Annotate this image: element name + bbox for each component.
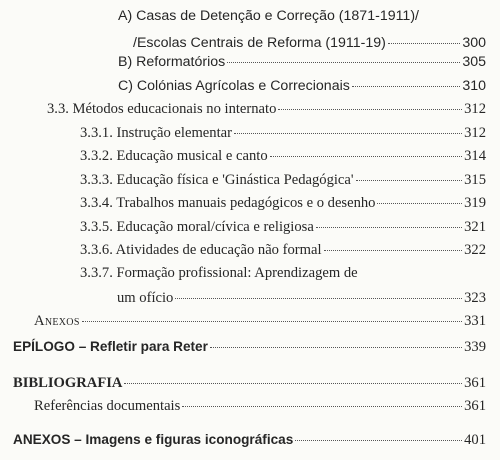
- leader-dots: [356, 180, 463, 181]
- toc-entry-bibliografia: [13, 374, 486, 392]
- toc-entry-page: 305: [462, 54, 486, 70]
- leader-dots: [295, 440, 462, 441]
- leader-dots: [175, 298, 462, 299]
- toc-entry-3-3-5: [80, 218, 486, 236]
- leader-dots: [234, 133, 462, 134]
- toc-entry-label: 3.3.2. Educação musical e canto: [80, 148, 268, 164]
- toc-entry-label: B) Reformatórios: [118, 54, 226, 70]
- toc-entry-label: 3.3.4. Trabalhos manuais pedagógicos e o desenho: [80, 195, 376, 211]
- toc-entry-label: EPÍLOGO – Refletir para Reter: [13, 339, 208, 354]
- toc-entry-page: 322: [464, 242, 486, 258]
- toc-entry-label: 3.3.6. Atividades de educação não formal: [80, 242, 322, 258]
- leader-dots: [377, 203, 462, 204]
- toc-entry-label: 3.3.1. Instrução elementar: [80, 125, 232, 141]
- toc-entry-page: 319: [464, 195, 486, 211]
- toc-entry-page: 339: [464, 339, 486, 355]
- leader-dots: [316, 227, 462, 228]
- toc-entry-label: /Escolas Centrais de Reforma (1911-19): [133, 35, 386, 51]
- leader-dots: [210, 347, 462, 348]
- toc-entry-page: 314: [464, 148, 486, 164]
- toc-entry-label: ANEXOS – Imagens e figuras iconográficas: [13, 432, 294, 447]
- leader-dots: [227, 62, 460, 63]
- toc-entry-3-3-7-line1: 3.3.7. Formação profissional: Aprendizagem de: [80, 265, 358, 281]
- toc-entry-metodos: [47, 100, 486, 118]
- toc-entry-page: 401: [464, 432, 486, 448]
- toc-entry-epilogo: [13, 338, 486, 356]
- toc-entry-3-3-7: [117, 289, 486, 307]
- toc-entry-reformatorios: [118, 53, 486, 71]
- toc-entry-page: 323: [464, 290, 486, 306]
- toc-entry-page: 361: [464, 375, 486, 391]
- toc-entry-page: 312: [464, 101, 486, 117]
- toc-entry-label: Referências documentais: [34, 398, 181, 414]
- toc-entry-anexos-imagens: [13, 431, 486, 449]
- toc-entry-label: Anexos: [34, 313, 80, 329]
- toc-entry-label: 3.3.5. Educação moral/cívica e religiosa: [80, 219, 314, 235]
- leader-dots: [388, 43, 460, 44]
- toc-entry-3-3-1: [80, 124, 486, 142]
- toc-entry-page: 321: [464, 219, 486, 235]
- toc-entry-referencias: [34, 397, 486, 415]
- leader-dots: [270, 156, 462, 157]
- toc-entry-label: 3.3. Métodos educacionais no internato: [47, 101, 277, 117]
- leader-dots: [278, 109, 462, 110]
- toc-entry-page: 361: [464, 398, 486, 414]
- toc-entry-label: um ofício: [117, 290, 174, 306]
- toc-entry-3-3-4: [80, 194, 486, 212]
- toc-entry-3-3-2: [80, 147, 486, 165]
- leader-dots: [182, 406, 462, 407]
- toc-entry-3-3-3: [80, 171, 486, 189]
- toc-entry-page: 312: [464, 125, 486, 141]
- toc-entry-casas-line1: A) Casas de Detenção e Correção (1871-1911)/: [118, 8, 419, 24]
- toc-entry-colonias: [118, 77, 486, 95]
- toc-entry-page: 300: [462, 35, 486, 51]
- toc-entry-page: 331: [464, 313, 486, 329]
- leader-dots: [352, 86, 461, 87]
- toc-entry-anexos: [34, 312, 486, 330]
- toc-entry-casas: [133, 34, 486, 52]
- toc-entry-page: 315: [464, 172, 486, 188]
- toc-entry-label: BIBLIOGRAFIA: [13, 375, 123, 391]
- leader-dots: [324, 250, 463, 251]
- toc-entry-label: C) Colónias Agrícolas e Correcionais: [118, 78, 350, 94]
- toc-entry-page: 310: [462, 78, 486, 94]
- leader-dots: [82, 321, 462, 322]
- leader-dots: [124, 383, 462, 384]
- toc-entry-label: 3.3.3. Educação física e 'Ginástica Pedagógica': [80, 172, 354, 188]
- toc-entry-3-3-6: [80, 241, 486, 259]
